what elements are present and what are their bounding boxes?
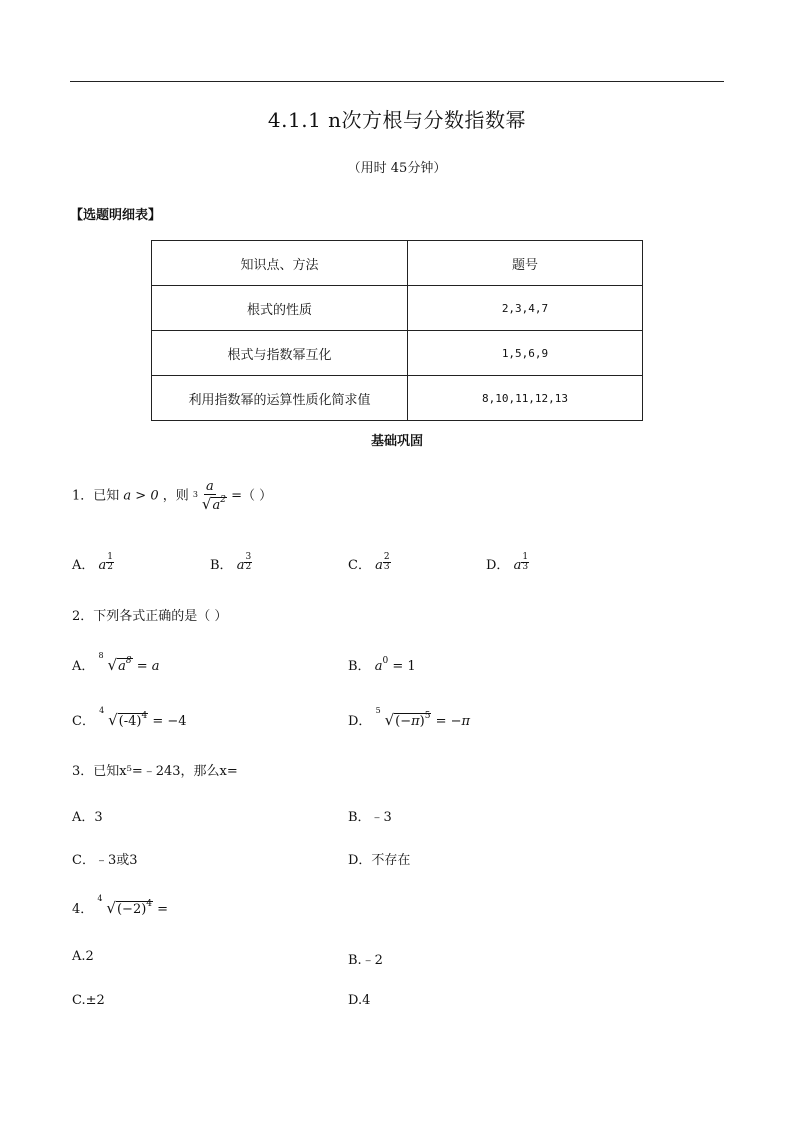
table-row — [152, 286, 643, 331]
math-fraction: a 3 $√a^2$ — [192, 479, 226, 513]
table-cell: 1,5,6,9 — [408, 331, 643, 376]
question-stem: ，则 — [162, 488, 189, 504]
option-d[interactable]: D.4 — [348, 993, 371, 1008]
option-d[interactable]: D． 5 $√(-\pi)^5 = -\pi$ — [348, 706, 471, 729]
time-subtitle: （用时 45分钟） — [347, 161, 447, 176]
table-header-row — [152, 241, 643, 286]
page-title: 4.1.1 n次方根与分数指数幂 — [267, 108, 527, 132]
option-d[interactable]: D． a $\frac{1}{3}$ — [486, 552, 529, 573]
table-cell: 根式与指数幂互化 — [152, 331, 408, 376]
option-b[interactable]: B.﹣2 — [348, 953, 383, 968]
table-header-cell: 知识点、方法 — [152, 241, 408, 286]
question-stem: =（ ） — [231, 488, 273, 504]
option-d[interactable]: D．不存在 — [348, 853, 411, 868]
question-3: 3．已知x⁵=﹣243，那么x= — [72, 764, 238, 779]
option-a[interactable]: A.2 — [72, 949, 94, 964]
option-a[interactable]: A． 8 $√a^8 = a$ — [72, 651, 160, 674]
question-1 — [72, 480, 272, 512]
option-c[interactable]: C.±2 — [72, 993, 105, 1008]
table-row — [152, 376, 643, 421]
option-a[interactable]: A．3 — [72, 810, 103, 825]
option-c[interactable]: C． 4 $√(-4)^4 = -4$ — [72, 706, 187, 729]
math-radical: 4 $√(-2)^4$ — [97, 894, 153, 917]
table-cell: 利用指数幂的运算性质化简求值 — [152, 376, 408, 421]
option-b[interactable]: B．﹣3 — [348, 810, 392, 825]
table-header-cell: 题号 — [408, 241, 643, 286]
topic-table — [151, 240, 643, 421]
question-stem: 1．已知 — [72, 488, 120, 504]
table-cell: 2,3,4,7 — [408, 286, 643, 331]
table-cell: 根式的性质 — [152, 286, 408, 331]
section-heading: 基础巩固 — [370, 434, 423, 449]
math-condition: a > 0 — [123, 488, 159, 504]
question-4: 4． 4 $√(-2)^4$ = — [72, 894, 169, 917]
option-b[interactable]: B． a $\frac{3}{2}$ — [210, 552, 252, 573]
option-c[interactable]: C． a $\frac{2}{3}$ — [348, 552, 390, 573]
question-2: 2．下列各式正确的是（ ） — [72, 609, 228, 624]
table-cell: 8,10,11,12,13 — [408, 376, 643, 421]
section-label: 【选题明细表】 — [70, 208, 162, 223]
option-c[interactable]: C．﹣3或3 — [72, 853, 138, 868]
option-b[interactable]: B． $a^0 = 1$ — [348, 656, 416, 674]
option-a[interactable]: A． a $\frac{1}{2}$ — [72, 552, 114, 573]
question-stem: 4． — [72, 902, 94, 917]
table-row — [152, 331, 643, 376]
top-rule — [70, 81, 724, 82]
